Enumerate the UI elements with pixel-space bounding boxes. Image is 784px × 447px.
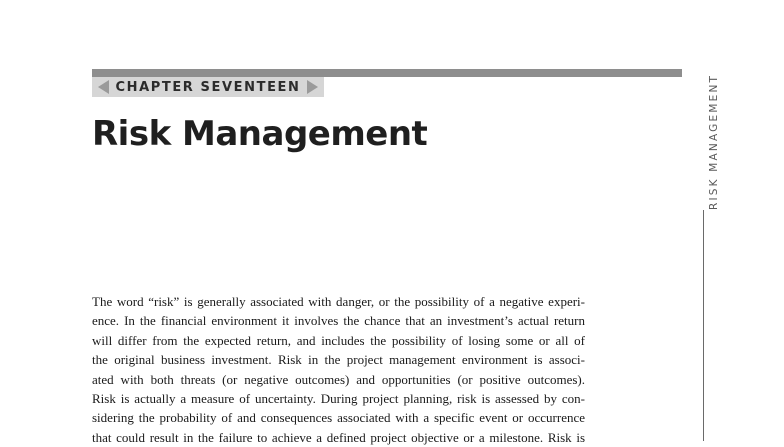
side-rule — [703, 210, 704, 441]
body-line: that could result in the failure to achieve a defined project objective or a milestone. Risk is — [92, 429, 585, 445]
chapter-tab — [92, 77, 324, 97]
body-line: will differ from the expected return, and includes the possibility of losing some or all of — [92, 332, 585, 348]
body-line: the original business investment. Risk in the project management environment is associ- — [92, 352, 585, 368]
triangle-left-icon — [98, 80, 109, 94]
chapter-header-rule — [92, 69, 682, 77]
chapter-label: CHAPTER SEVENTEEN — [115, 79, 301, 95]
running-title: RISK MANAGEMENT — [708, 73, 720, 210]
body-line: sidering the probability of and consequences associated with a specific event or occurrence — [92, 410, 585, 426]
triangle-right-icon — [307, 80, 318, 94]
body-line: ated with both threats (or negative outcomes) and opportunities (or positive outcomes). — [92, 371, 585, 387]
chapter-title: Risk Management — [92, 114, 428, 154]
body-line: Risk is actually a measure of uncertainty. During project planning, risk is assessed by con- — [92, 390, 585, 406]
body-paragraph — [92, 292, 585, 447]
body-line: ence. In the financial environment it involves the chance that an investment’s actual return — [92, 313, 585, 329]
body-line: The word “risk” is generally associated with danger, or the possibility of a negative experi- — [92, 294, 585, 309]
